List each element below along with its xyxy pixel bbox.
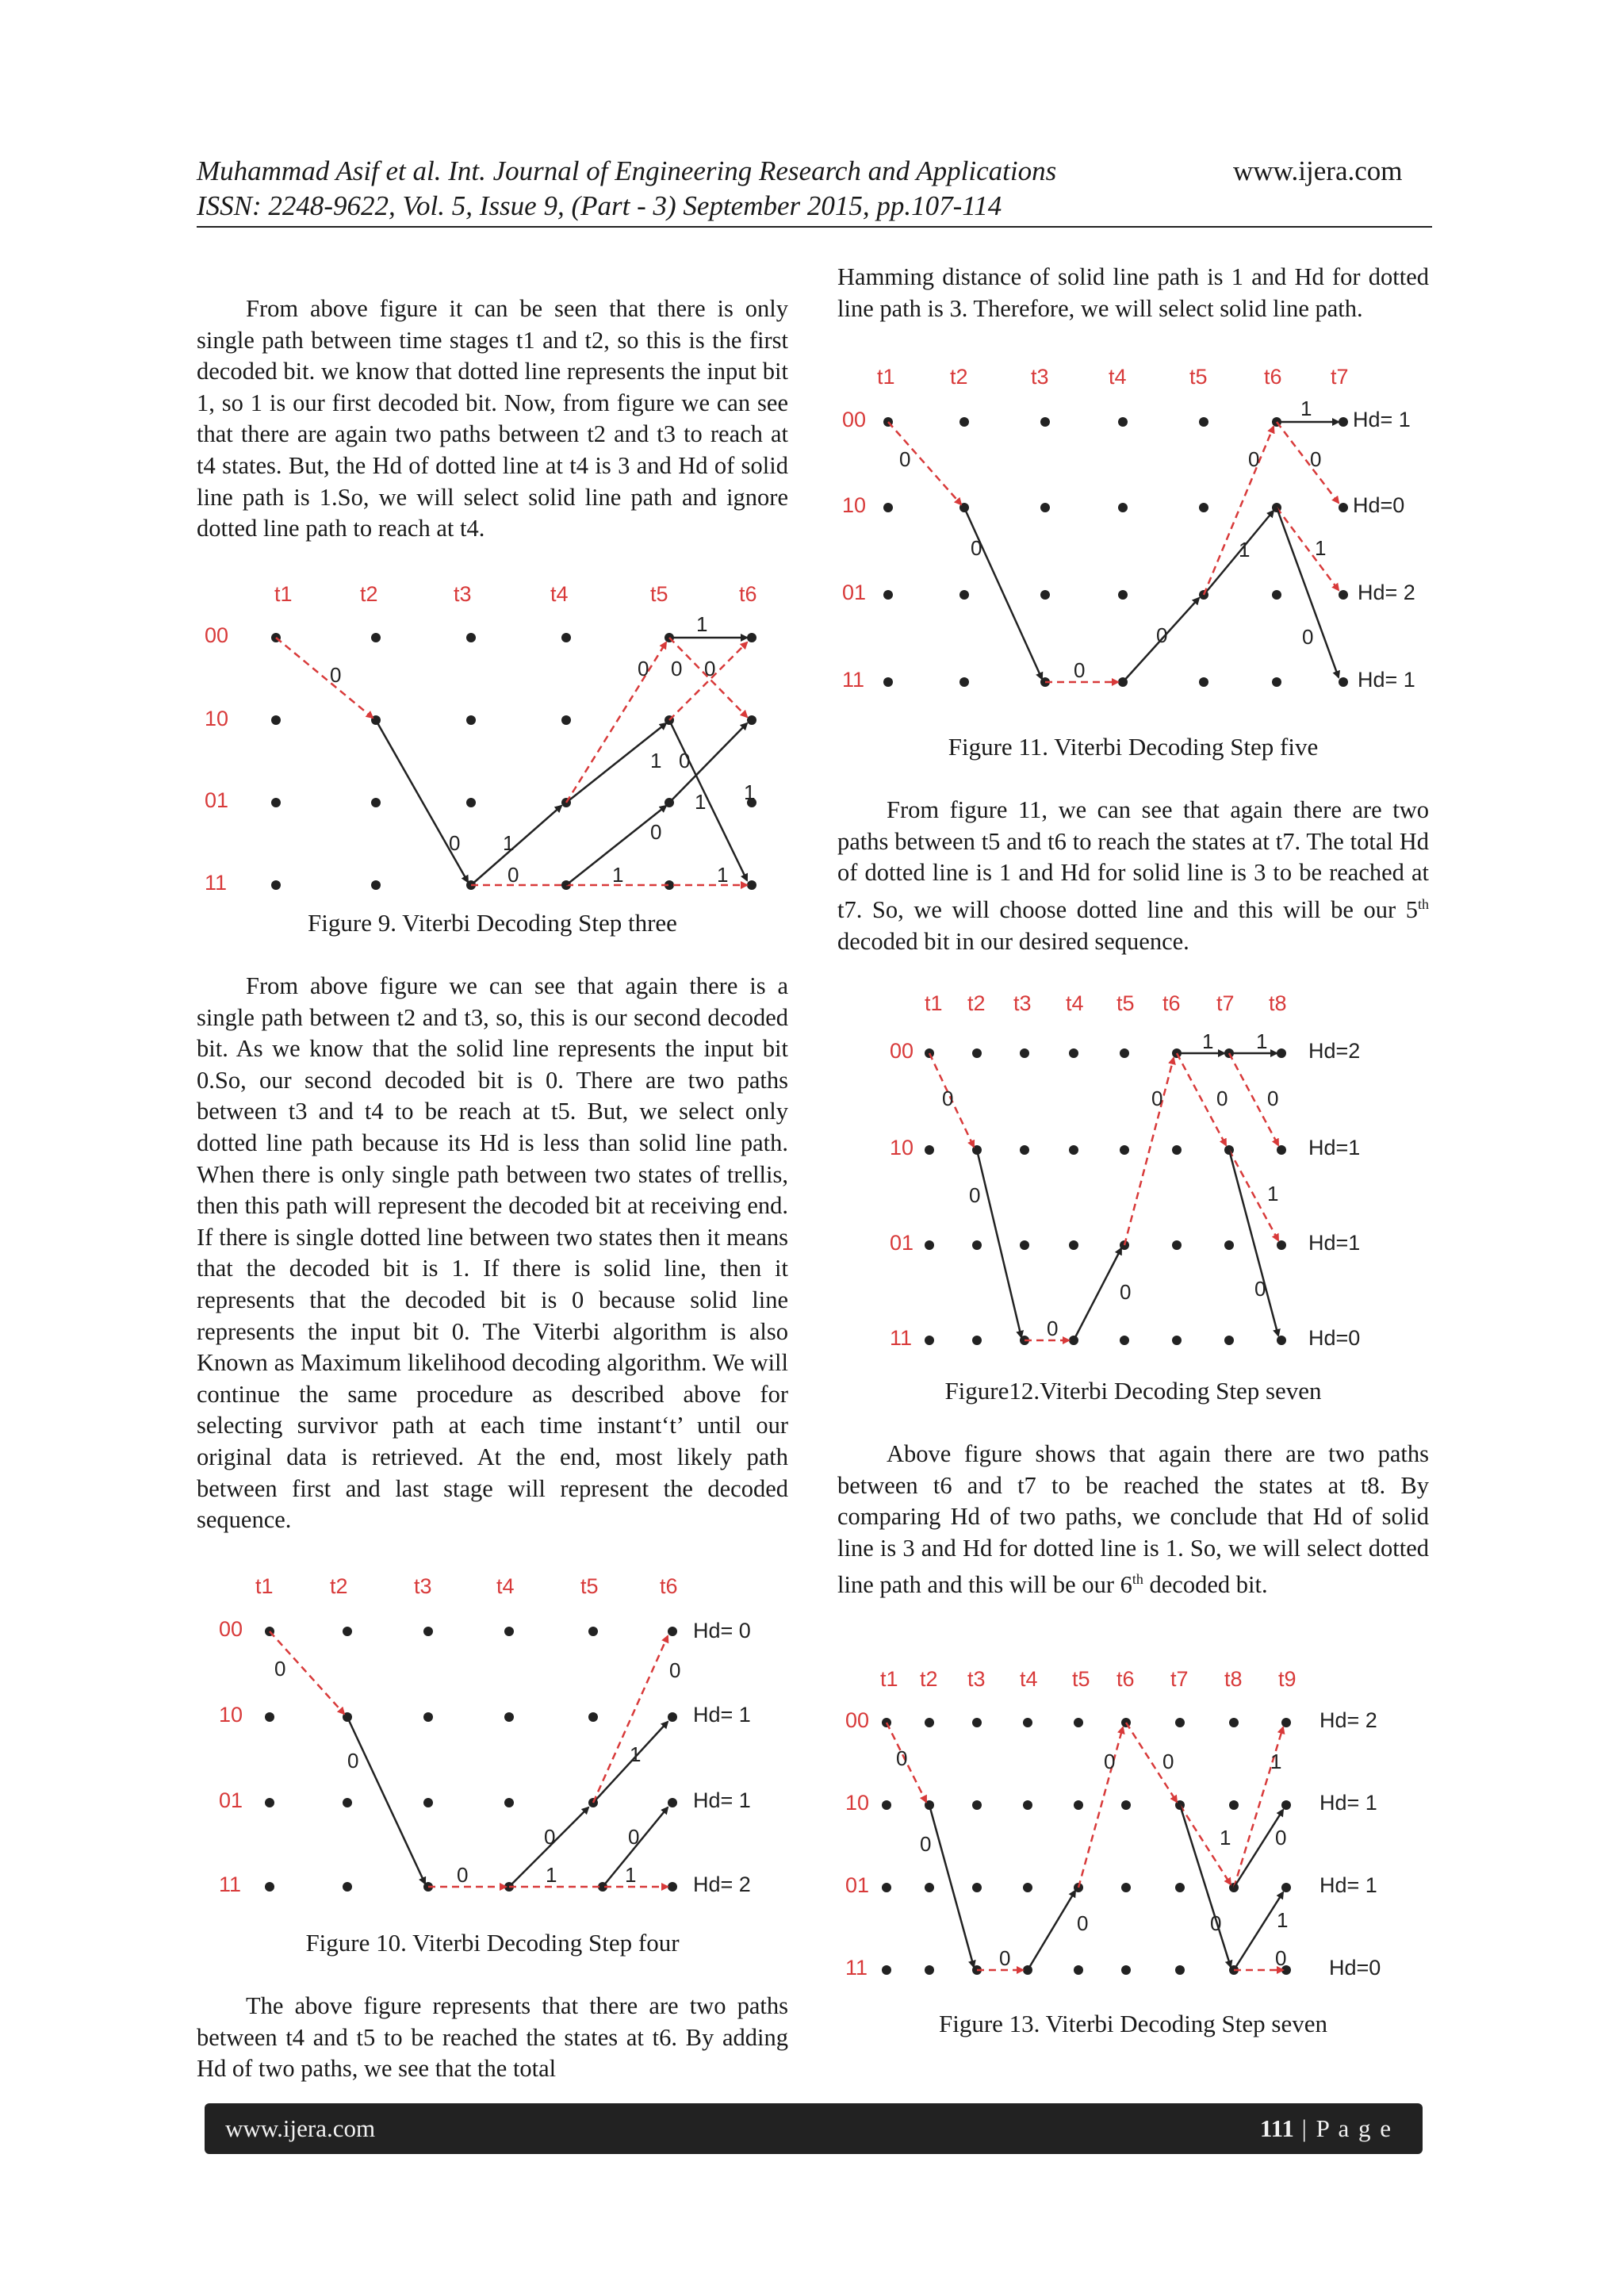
figure-12-trellis bbox=[837, 982, 1440, 1355]
branch-bit: 0 bbox=[449, 831, 461, 855]
time-label: t1 bbox=[925, 991, 943, 1015]
time-label: t4 bbox=[496, 1574, 515, 1598]
branch-bit: 0 bbox=[1156, 623, 1168, 647]
branch-bit: 0 bbox=[1302, 625, 1314, 649]
branch-bit: 0 bbox=[1210, 1911, 1222, 1935]
branch-bit: 1 bbox=[1267, 1182, 1279, 1205]
time-label: t2 bbox=[950, 365, 968, 389]
figure-10-trellis bbox=[197, 1566, 799, 1915]
hd-label: Hd= 2 bbox=[1358, 581, 1415, 604]
time-label: t6 bbox=[1162, 991, 1181, 1015]
time-label: t5 bbox=[1189, 365, 1208, 389]
branch-bit: 0 bbox=[899, 447, 911, 471]
branch-bit: 1 bbox=[612, 863, 624, 887]
time-label: t3 bbox=[967, 1667, 986, 1691]
journal-title: Muhammad Asif et al. Int. Journal of Engineering Research and Applications bbox=[197, 155, 1057, 186]
branch-bit: 1 bbox=[1220, 1826, 1231, 1849]
time-labels bbox=[880, 1667, 1297, 1691]
branch-bits bbox=[899, 397, 1326, 682]
figure-13-trellis bbox=[837, 1658, 1440, 2014]
page-label: | P a g e bbox=[1301, 2114, 1392, 2142]
state-labels bbox=[845, 1708, 869, 1980]
time-label: t2 bbox=[967, 991, 986, 1015]
branch-bit: 0 bbox=[638, 657, 649, 680]
state-label: 11 bbox=[842, 668, 865, 692]
time-label: t3 bbox=[414, 1574, 432, 1598]
left-para-3-block bbox=[197, 1991, 788, 2085]
hd-label: Hd= 2 bbox=[693, 1872, 751, 1896]
hamming-distances bbox=[693, 1619, 751, 1896]
state-label: 11 bbox=[219, 1872, 242, 1896]
hd-label: Hd= 1 bbox=[1358, 668, 1415, 692]
left-paragraph-2: From above figure we can see that again there is a single path between t2 and t3, so, this is our second decoded bit. As we know that the solid line represents the input bit 0.So, our second decoded bit is 0. There are two paths between t3 and t4 to be reach at t5. But, we select only dotted line path because its Hd is less than solid line path. When there is only single path between two states of trellis, then this path will represent the decoded bit at receiving end. If there is single dotted line between two states then it means that the decoded bit is 1. If there is solid line, then it represents that the decoded bit is 0 because solid line represents the input bit 0. The Viterbi algorithm is also Known as Maximum likelihood decoding algorithm. We will continue the same procedure as described above for selecting survivor path at each time instant‘t’ until our original data is retrieved. At the end, most likely path between first and last stage will represent the decoded sequence. bbox=[197, 972, 788, 1534]
branch-bit: 0 bbox=[704, 657, 716, 680]
page-number bbox=[1260, 2114, 1392, 2143]
branch-bit: 1 bbox=[1256, 1029, 1268, 1053]
time-label: t3 bbox=[1013, 991, 1032, 1015]
state-label: 00 bbox=[842, 408, 867, 431]
branch-bit: 1 bbox=[744, 780, 756, 804]
time-label: t1 bbox=[880, 1667, 898, 1691]
time-label: t2 bbox=[330, 1574, 348, 1598]
branch-bit: 0 bbox=[896, 1746, 908, 1770]
figure-9-trellis bbox=[197, 571, 799, 904]
branch-bit: 0 bbox=[1216, 1087, 1228, 1110]
state-label: 01 bbox=[219, 1788, 243, 1812]
branch-bit: 0 bbox=[669, 1658, 681, 1682]
time-label: t4 bbox=[550, 582, 569, 606]
time-label: t2 bbox=[920, 1667, 938, 1691]
branch-bit: 0 bbox=[544, 1825, 556, 1849]
header-rule bbox=[197, 226, 1432, 228]
state-label: 01 bbox=[890, 1231, 914, 1255]
figure-9-caption: Figure 9. Viterbi Decoding Step three bbox=[308, 909, 677, 937]
paragraph-text: From figure 11, we can see that again there are two paths between t5 and t6 to reach the states at t7. The total Hd of dotted line is 1 and Hd for solid line is 3 to be reached at t7. So, we will choose dotted line and this will be our 5 bbox=[837, 796, 1429, 923]
page-footer bbox=[205, 2103, 1423, 2154]
time-labels bbox=[925, 991, 1287, 1015]
branch-bit: 1 bbox=[503, 831, 515, 855]
state-label: 11 bbox=[205, 871, 228, 895]
branch-bit: 0 bbox=[671, 657, 683, 680]
branch-bit: 1 bbox=[1270, 1750, 1282, 1773]
hd-label: Hd= 1 bbox=[1320, 1873, 1377, 1897]
paragraph-text: decoded bit in our desired sequence. bbox=[837, 927, 1189, 955]
time-label: t1 bbox=[274, 582, 293, 606]
branch-bit: 1 bbox=[1300, 397, 1312, 420]
branch-bit: 1 bbox=[625, 1863, 637, 1887]
paragraph-text: decoded bit. bbox=[1143, 1571, 1268, 1599]
time-label: t9 bbox=[1278, 1667, 1297, 1691]
right-paragraph-4 bbox=[837, 795, 1429, 957]
branch-bit: 0 bbox=[1275, 1946, 1287, 1970]
time-label: t1 bbox=[877, 365, 895, 389]
branch-bit: 1 bbox=[717, 863, 729, 887]
right-para-5-block bbox=[837, 1439, 1429, 1601]
left-paragraph-3: The above figure represents that there are two paths between t4 and t5 to be reached the states at t6. By adding Hd of two paths, we see that the total bbox=[197, 1992, 788, 2083]
hd-label: Hd= 2 bbox=[1320, 1708, 1377, 1732]
time-labels bbox=[274, 582, 757, 606]
branch-bit: 0 bbox=[628, 1825, 640, 1849]
time-label: t5 bbox=[650, 582, 668, 606]
branch-bit: 0 bbox=[1151, 1087, 1163, 1110]
branch-bit: 0 bbox=[508, 863, 519, 887]
branch-bits bbox=[274, 1657, 680, 1887]
right-para-0-block bbox=[837, 262, 1429, 324]
branch-bit: 0 bbox=[999, 1946, 1011, 1970]
state-label: 00 bbox=[890, 1039, 914, 1063]
hd-label: Hd= 1 bbox=[1353, 408, 1411, 431]
hd-label: Hd= 1 bbox=[693, 1703, 751, 1727]
time-label: t6 bbox=[1264, 365, 1282, 389]
branch-bit: 0 bbox=[650, 820, 662, 844]
state-labels bbox=[842, 408, 866, 692]
hd-label: Hd=1 bbox=[1308, 1136, 1361, 1159]
trellis-nodes bbox=[265, 1627, 677, 1892]
time-label: t3 bbox=[454, 582, 472, 606]
branch-bit: 0 bbox=[347, 1749, 359, 1773]
hamming-distances bbox=[1320, 1708, 1381, 1980]
time-label: t5 bbox=[1116, 991, 1135, 1015]
state-label: 10 bbox=[842, 493, 867, 517]
branch-bit: 0 bbox=[969, 1183, 981, 1207]
branch-bit: 0 bbox=[1275, 1826, 1287, 1849]
time-label: t5 bbox=[1072, 1667, 1090, 1691]
figure-10-caption: Figure 10. Viterbi Decoding Step four bbox=[305, 1929, 680, 1957]
branch-bit: 0 bbox=[1047, 1317, 1059, 1340]
time-label: t4 bbox=[1020, 1667, 1038, 1691]
branch-bit: 0 bbox=[679, 749, 691, 772]
hd-label: Hd= 0 bbox=[693, 1619, 751, 1642]
hd-label: Hd=0 bbox=[1329, 1956, 1381, 1980]
footer-site-link[interactable]: www.ijera.com bbox=[225, 2114, 376, 2142]
branch-bit: 0 bbox=[971, 536, 982, 560]
branch-bit: 0 bbox=[1310, 447, 1322, 471]
right-paragraph-0: Hamming distance of solid line path is 1 and Hd for dotted line path is 3. Therefore, we will select solid line path. bbox=[837, 263, 1429, 322]
branch-bit: 0 bbox=[920, 1832, 932, 1856]
branch-bit: 1 bbox=[1277, 1908, 1289, 1932]
state-label: 00 bbox=[845, 1708, 870, 1732]
branch-bit: 0 bbox=[1104, 1750, 1116, 1773]
state-labels bbox=[219, 1617, 243, 1896]
branch-bit: 0 bbox=[1074, 658, 1086, 682]
figure-11-caption: Figure 11. Viterbi Decoding Step five bbox=[948, 733, 1319, 761]
issn-line: ISSN: 2248-9622, Vol. 5, Issue 9, (Part - 3) September 2015, pp.107-114 bbox=[197, 190, 1002, 221]
time-label: t7 bbox=[1170, 1667, 1189, 1691]
branch-bit: 1 bbox=[1239, 538, 1251, 562]
branch-bit: 1 bbox=[650, 749, 662, 772]
state-label: 11 bbox=[845, 1956, 868, 1980]
branch-bits bbox=[896, 1746, 1288, 1970]
branch-bit: 1 bbox=[695, 790, 707, 814]
page-number-value: 111 bbox=[1259, 2114, 1294, 2142]
branch-bit: 0 bbox=[1162, 1750, 1174, 1773]
state-label: 00 bbox=[205, 623, 229, 647]
branch-bit: 0 bbox=[330, 663, 342, 687]
branch-bit: 0 bbox=[1077, 1911, 1089, 1935]
hd-label: Hd=1 bbox=[1308, 1231, 1361, 1255]
time-label: t6 bbox=[1116, 1667, 1135, 1691]
time-label: t4 bbox=[1066, 991, 1084, 1015]
left-para-2-block bbox=[197, 971, 788, 1536]
right-paragraph-5 bbox=[837, 1439, 1429, 1601]
branch-bit: 0 bbox=[1120, 1280, 1132, 1304]
state-label: 11 bbox=[890, 1326, 913, 1350]
state-label: 01 bbox=[842, 581, 867, 604]
branch-bit: 0 bbox=[274, 1657, 286, 1681]
time-label: t8 bbox=[1224, 1667, 1243, 1691]
header-site-link[interactable]: www.ijera.com bbox=[1233, 155, 1403, 186]
branch-bit: 0 bbox=[1248, 447, 1260, 471]
branch-bit: 1 bbox=[546, 1863, 557, 1887]
state-label: 10 bbox=[845, 1791, 870, 1815]
branch-bit: 1 bbox=[1202, 1029, 1214, 1053]
hd-label: Hd= 1 bbox=[1320, 1791, 1377, 1815]
state-label: 10 bbox=[890, 1136, 914, 1159]
hd-label: Hd=0 bbox=[1308, 1326, 1361, 1350]
branch-bits bbox=[942, 1029, 1278, 1340]
time-label: t5 bbox=[580, 1574, 599, 1598]
branch-bit: 1 bbox=[1315, 536, 1327, 560]
right-para-4-block bbox=[837, 795, 1429, 957]
ordinal-suffix: th bbox=[1417, 895, 1429, 912]
trellis-nodes bbox=[883, 417, 1348, 687]
time-label: t7 bbox=[1216, 991, 1235, 1015]
state-label: 00 bbox=[219, 1617, 243, 1641]
time-label: t7 bbox=[1331, 365, 1349, 389]
state-label: 01 bbox=[845, 1873, 870, 1897]
hd-label: Hd= 1 bbox=[693, 1788, 751, 1812]
figure-13-caption: Figure 13. Viterbi Decoding Step seven bbox=[938, 2010, 1328, 2037]
branch-bit: 0 bbox=[457, 1863, 469, 1887]
left-paragraph-1: From above figure it can be seen that there is only single path between time stages t1 and t2, so this is the first decoded bit. we know that dotted line represents the input bit 1, so 1 is our first decoded bit. Now, from figure we can see that there are again two paths between t2 and t3 to reach at t4 states. But, the Hd of dotted line at t4 is 3 and Hd of solid line path is 1.So, we will select solid line path and ignore dotted line path to reach at t4. bbox=[197, 295, 788, 542]
time-labels bbox=[877, 365, 1349, 389]
trellis-paths bbox=[270, 1631, 668, 1887]
state-labels bbox=[890, 1039, 914, 1350]
branch-bit: 1 bbox=[630, 1742, 642, 1766]
time-labels bbox=[255, 1574, 678, 1598]
time-label: t2 bbox=[360, 582, 378, 606]
time-label: t3 bbox=[1031, 365, 1049, 389]
branch-bit: 1 bbox=[696, 612, 708, 636]
hamming-distances bbox=[1353, 408, 1415, 692]
time-label: t6 bbox=[739, 582, 757, 606]
state-labels bbox=[205, 623, 228, 895]
hd-label: Hd=2 bbox=[1308, 1039, 1361, 1063]
state-label: 01 bbox=[205, 788, 229, 812]
left-para-1-block bbox=[197, 293, 788, 545]
state-label: 10 bbox=[219, 1703, 243, 1727]
time-label: t6 bbox=[660, 1574, 678, 1598]
ordinal-suffix: th bbox=[1132, 1571, 1143, 1588]
hd-label: Hd=0 bbox=[1353, 493, 1405, 517]
figure-12-caption: Figure12.Viterbi Decoding Step seven bbox=[944, 1377, 1322, 1405]
time-label: t1 bbox=[255, 1574, 274, 1598]
hamming-distances bbox=[1308, 1039, 1360, 1350]
trellis-paths bbox=[888, 422, 1339, 682]
branch-bit: 0 bbox=[1254, 1277, 1266, 1301]
branch-bit: 0 bbox=[942, 1087, 954, 1110]
figure-11-trellis bbox=[837, 355, 1440, 720]
running-header bbox=[197, 154, 1056, 224]
state-label: 10 bbox=[205, 707, 229, 730]
paragraph-text: Above figure shows that again there are two paths between t6 and t7 to be reached the states at t8. By comparing Hd of two paths, we conclude that Hd of solid line is 3 and Hd for dotted line is 1. So, we will select dotted line path and this will be our 6 bbox=[837, 1440, 1429, 1599]
time-label: t4 bbox=[1109, 365, 1127, 389]
branch-bit: 0 bbox=[1267, 1087, 1279, 1110]
time-label: t8 bbox=[1269, 991, 1287, 1015]
